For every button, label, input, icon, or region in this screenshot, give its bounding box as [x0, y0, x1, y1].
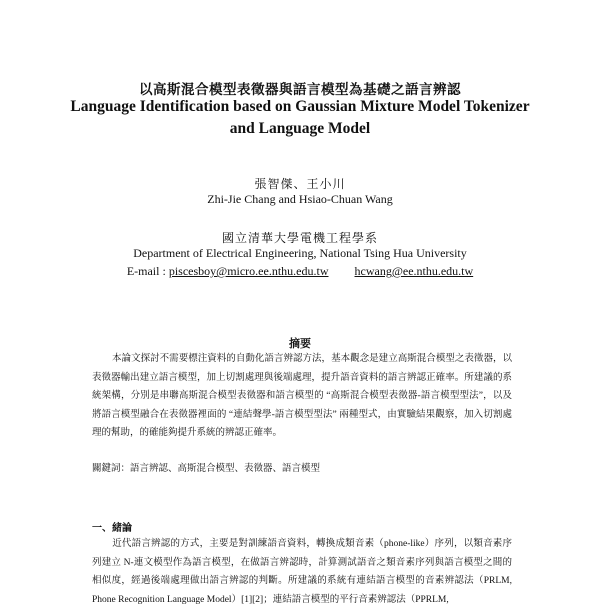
authors-english: Zhi-Jie Chang and Hsiao-Chuan Wang — [207, 192, 393, 206]
paper-title-english-line-1: Language Identification based on Gaussian Mixture Model Tokenizer — [70, 98, 530, 115]
paper-title-english — [0, 96, 600, 140]
abstract-heading: 摘要 — [289, 338, 311, 350]
authors-chinese: 張智傑、王小川 — [254, 177, 346, 191]
email-label: E-mail : — [126, 264, 166, 278]
affiliation-chinese: 國立清華大學電機工程學系 — [221, 231, 378, 245]
section-1-paragraph — [92, 535, 512, 609]
paper-title-english-line-2: and Language Model — [229, 120, 371, 137]
section-1-heading: 一、緒論 — [92, 523, 132, 534]
section-1-text: 近代語言辨認的方式，主要是對訓練語音資料，轉換成類音素（phone-like）序列，以類音素序列建立 N-連文模型作為語言模型，在做語言辨認時，計算測試語音之類音素序列與語言模型之間的相似度，經過後端處理做出語言辨認的判斷。所建議的系統有連結語言模型的音素辨認法（PRLM, Phone Recognition Language Model）[1][2]；連結語言模型的平行音素辨認法（PPRLM, — [92, 539, 512, 605]
abstract-text: 本論文探討不需要標注資料的自動化語言辨認方法，基本觀念是建立高斯混合模型之表徵器，以表徵器輸出建立語言模型，加上切割處理與後端處理，提升語音資料的語言辨認正確率。所建議的系統架構，分別是串聯高斯混合模型表徵器和語言模型的 “高斯混合模型表徵器-語言模型型法”，以及將語言模型融合在表徵器裡面的 “連結聲學-語言模型型法” 兩種型式，由實驗結果觀察，加入切割處理的幫助，的確能夠提升系統的辨認正確率。 — [92, 354, 512, 438]
email-link-1[interactable]: piscesboy@micro.ee.nthu.edu.tw — [168, 264, 329, 278]
keywords-line: 關鍵詞：語言辨認、高斯混合模型、表徵器、語言模型 — [92, 464, 321, 474]
email-line — [0, 264, 600, 279]
affiliation-english: Department of Electrical Engineering, National Tsing Hua University — [133, 246, 467, 260]
abstract-paragraph — [92, 350, 512, 443]
email-link-2[interactable]: hcwang@ee.nthu.edu.tw — [354, 264, 474, 278]
paper-title-chinese: 以高斯混合模型表徵器與語言模型為基礎之語言辨認 — [139, 82, 461, 97]
